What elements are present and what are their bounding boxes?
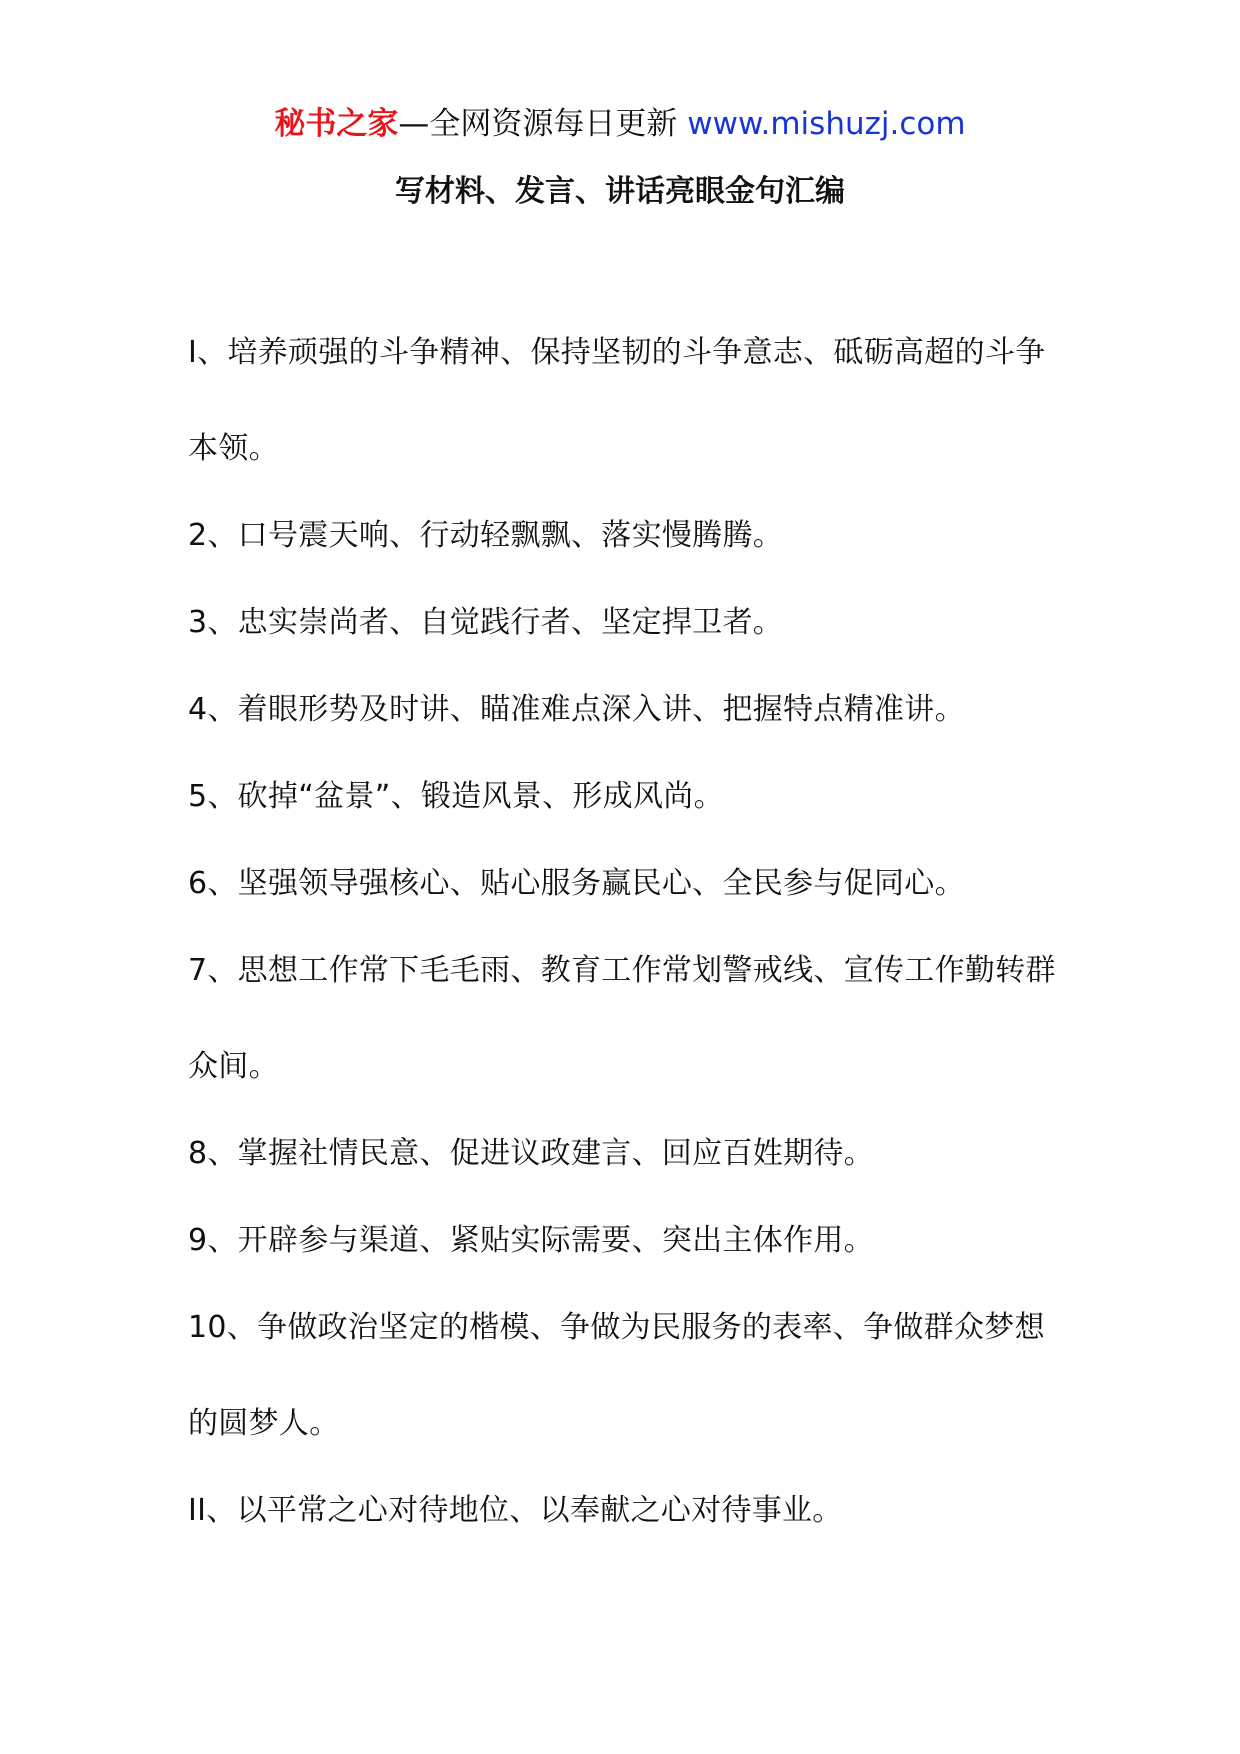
quote-item: 6、坚强领导强核心、贴心服务赢民心、全民参与促同心。 <box>188 866 965 901</box>
quote-item: 9、开辟参与渠道、紧贴实际需要、突出主体作用。 <box>188 1223 874 1258</box>
brand-name: 秘书之家 <box>274 106 399 142</box>
site-slogan: —全网资源每日更新 <box>398 106 688 142</box>
quote-item: 4、着眼形势及时讲、瞄准难点深入讲、把握特点精准讲。 <box>188 692 965 727</box>
document-title: 写材料、发言、讲话亮眼金句汇编 <box>395 174 845 209</box>
quote-item: 5、砍掉“盆景”、锻造风景、形成风尚。 <box>188 779 724 814</box>
site-header <box>0 102 1240 146</box>
quote-item: 8、掌握社情民意、促进议政建言、回应百姓期待。 <box>188 1136 874 1171</box>
site-url-link[interactable]: www.mishuzj.com <box>687 106 966 142</box>
quote-item: I、培养顽强的斗争精神、保持坚韧的斗争意志、砥砺高超的斗争本领。 <box>188 335 1046 466</box>
quote-item: 7、思想工作常下毛毛雨、教育工作常划警戒线、宣传工作勤转群众间。 <box>188 953 1056 1084</box>
quote-list <box>188 335 1058 1559</box>
quote-item: 3、忠实崇尚者、自觉践行者、坚定捍卫者。 <box>188 605 784 640</box>
quote-item: 2、口号震天响、行动轻飘飘、落实慢腾腾。 <box>188 518 784 553</box>
quote-item: II、以平常之心对待地位、以奉献之心对待事业。 <box>188 1493 843 1528</box>
quote-item: 10、争做政治坚定的楷模、争做为民服务的表率、争做群众梦想的圆梦人。 <box>188 1310 1045 1441</box>
